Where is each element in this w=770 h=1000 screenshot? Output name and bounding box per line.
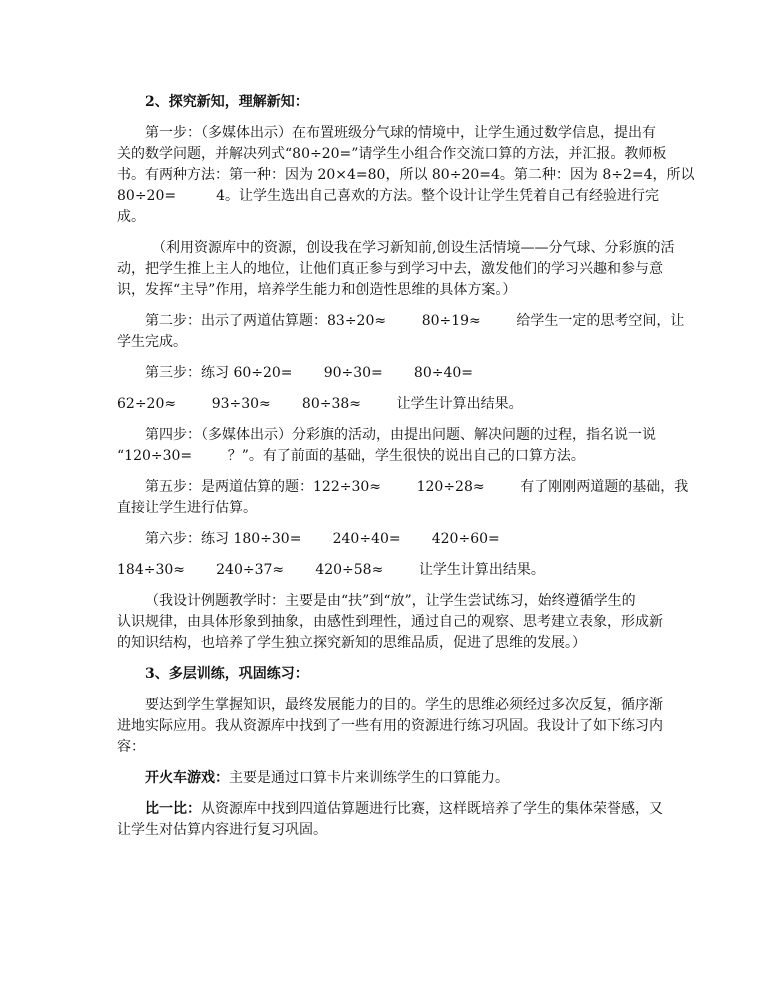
step6-line: 184÷30≈ 240÷37≈ 420÷58≈ 让学生计算出结果。 [117,562,545,578]
note2-paragraph [117,591,663,654]
train-game-label: 开火车游戏： [145,770,229,786]
note1-line: 动，把学生推上主人的地位，让他们真正参与到学习中去，激发他们的学习兴趣和参与意 [117,261,663,277]
step2-line: 第二步：出示了两道估算题：83÷20≈ 80÷19≈ 给学生一定的思考空间，让 [145,313,685,329]
step6-line: 第六步：练习 180÷30= 240÷40= 420÷60= [145,531,500,547]
train-game-text: 主要是通过口算卡片来训练学生的口算能力。 [229,770,509,786]
note1-paragraph [117,238,675,301]
practice-line: 进地实际应用。我从资源库中找到了一些有用的资源进行练习巩固。我设计了如下练习内 [117,718,663,734]
note2-line: 的知识结构，也培养了学生独立探究新知的思维品质，促进了思维的发展。） [117,635,586,651]
step5-line: 第五步：是两道估算的题：122÷30≈ 120÷28≈ 有了刚刚两道题的基础，我 [145,479,689,495]
practice-line: 容： [117,739,145,755]
step2-paragraph [117,311,685,353]
train-game-line [117,768,657,789]
section-heading-3: 3、多层训练，巩固练习： [145,666,309,682]
practice-paragraph [117,695,663,758]
step5-paragraph [117,477,689,519]
note1-line: 识，发挥“主导”作用，培养学生能力和创造性思维的具体方案。） [117,282,517,298]
step3-line: 第三步：练习 60÷20= 90÷30= 80÷40= [145,365,474,381]
train-game-paragraph [117,768,657,789]
step1-line: 成。 [117,209,145,225]
step1-line: 80÷20= 4。让学生选出自己喜欢的方法。整个设计让学生凭着自己有经验进行完 [117,188,660,204]
compare-line [117,799,663,820]
compare-label: 比一比： [145,801,201,817]
section-heading-2: 2、探究新知，理解新知： [145,94,309,110]
practice-line: 要达到学生掌握知识，最终发展能力的目的。学生的思维必须经过多次反复，循序渐 [145,697,663,713]
step6-paragraph [117,529,657,581]
step3-line: 62÷20≈ 93÷30≈ 80÷38≈ 让学生计算出结果。 [117,396,523,412]
step2-line: 学生完成。 [117,334,187,350]
step1-line: 书。有两种方法：第一种：因为 20×4=80，所以 80÷20=4。第二种：因为 8÷2=4，所以 [117,167,695,183]
note2-line: 认识规律，由具体形象到抽象，由感性到理性，通过自己的观察、思考建立表象，形成新 [117,614,663,630]
step1-line: 关的数学问题，并解决列式“80÷20=”请学生小组合作交流口算的方法，并汇报。教师板 [117,146,667,162]
note1-line: （利用资源库中的资源，创设我在学习新知前,创设生活情境——分气球、分彩旗的活 [152,240,675,256]
step5-line: 直接让学生进行估算。 [117,500,257,516]
compare-paragraph [117,799,663,841]
step1-line: 第一步：（多媒体出示）在布置班级分气球的情境中，让学生通过数学信息，提出有 [145,125,656,141]
note2-line: （我设计例题教学时：主要是由“扶”到“放”，让学生尝试练习，始终遵循学生的 [145,593,636,609]
compare-line: 让学生对估算内容进行复习巩固。 [117,822,327,838]
step1-paragraph [117,123,695,228]
step4-paragraph [117,425,657,467]
step4-line: “120÷30= ？”。有了前面的基础，学生很快的说出自己的口算方法。 [117,448,585,464]
step3-paragraph [117,363,657,415]
compare-text: 从资源库中找到四道估算题进行比赛，这样既培养了学生的集体荣誉感，又 [201,801,663,817]
document-body [117,86,695,851]
step4-line: 第四步：（多媒体出示）分彩旗的活动，由提出问题、解决问题的过程，指名说一说 [145,427,656,443]
